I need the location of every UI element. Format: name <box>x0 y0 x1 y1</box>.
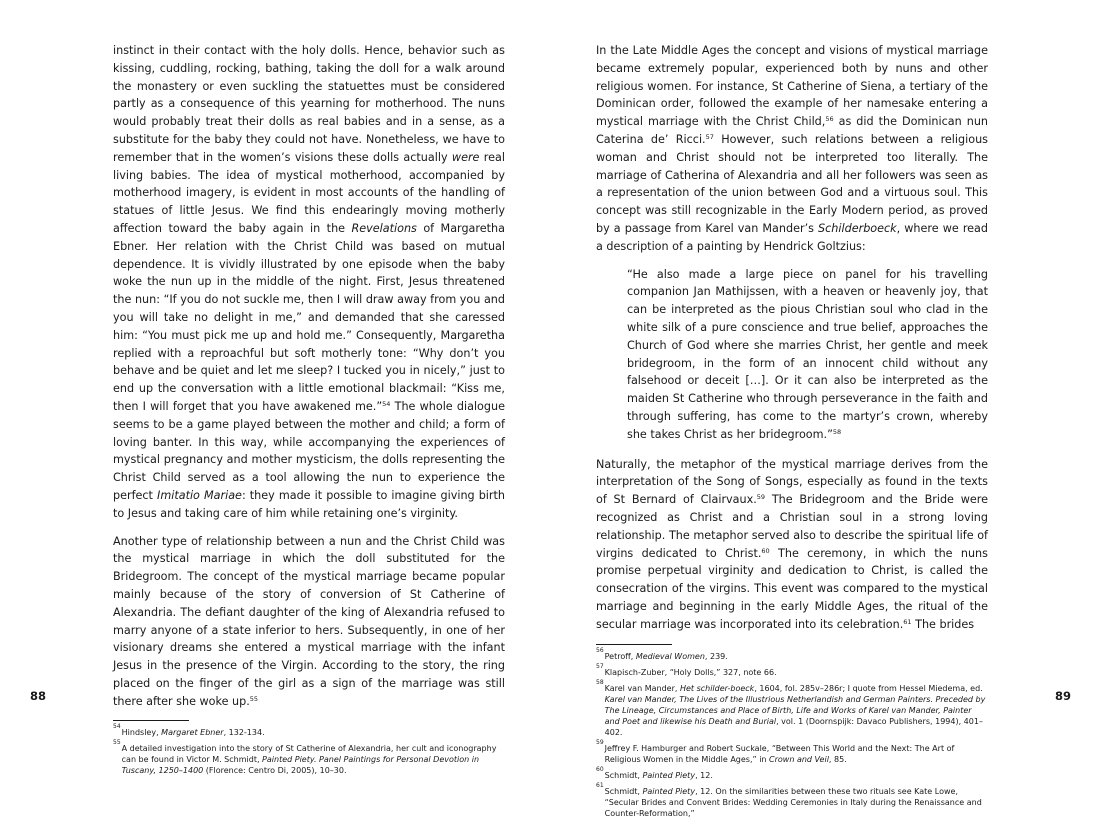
left-page-body <box>113 42 505 781</box>
footnote-60: 60 Schmidt, Painted Piety, 12. <box>596 765 713 780</box>
footnote-ref-57[interactable]: 57 <box>705 132 714 141</box>
block-quote: “He also made a large piece on panel for his travelling companion Jan Mathijssen, with a heaven or heavenly joy, that can be interpreted as the pious Christian soul who clad in the white silk of a pure conscience and true belief, approaches the Church of God where she marries Christ, her gentle and meek bridegroom, in the form of an innocent child without any falsehood or deceit […]. Or it can also be interpreted as the maiden St Catherine who through perseverance in the faith and through suffering, has come to the martyr’s crown, whereby she takes Christ as her bridegroom.”$^{58}$ <box>627 267 988 441</box>
right-page-body <box>596 42 988 824</box>
footnote-ref-59[interactable]: 59 <box>756 493 766 502</box>
footnote-54: 54 Hindsley, Margaret Ebner, 132-134. <box>113 723 265 738</box>
footnote-59: 59 Jeffrey F. Hamburger and Robert Suckale, “Between This World and the Next: The Art of Religious Women in the Middle Ages,” in Crown and Veil, 85. <box>596 738 955 764</box>
footnote-ref-58[interactable]: 58 <box>832 427 842 436</box>
page-number-right: 89 <box>1055 689 1072 703</box>
page-number-left: 88 <box>30 689 47 703</box>
footnote-61: 61 Schmidt, Painted Piety, 12. On the similarities between these two rituals see Kate Lowe, “Secular Brides and Convent Brides: Wedding Ceremonies in Italy during the Renaissance and Counter-Reformation,” <box>596 781 982 818</box>
footnote-ref-56[interactable]: 56 <box>825 115 834 124</box>
footnote-55: 55 A detailed investigation into the story of St Catherine of Alexandria, her cult and iconography can be found in Victor M. Schmidt, Painted Piety. Panel Paintings for Personal Devotion in Tuscany, 1250–1400 (Florence: Centro Di, 2005), 10–30. <box>113 739 497 776</box>
footnote-56: 56 Petroff, Medieval Women, 239. <box>596 646 728 661</box>
footnote-divider <box>596 644 672 645</box>
footnote-ref-61[interactable]: 61 <box>903 617 912 626</box>
footnote-ref-54[interactable]: 54 <box>382 399 391 408</box>
footnote-58: 58 Karel van Mander, Het schilder-boeck, 1604, fol. 285v–286r; I quote from Hessel Miedema, ed. Karel van Mander, The Lives of the Illustrious Netherlandish and German Painters. Preceded by The Lineage, Circumstances and Place of Birth, Life and Works of Karel van Mander, Painter and Poet and likewise his Death and Burial, vol. 1 (Doornspijk: Davaco Publishers, 1994), 401–402. <box>596 678 986 737</box>
right-paragraph-2: Naturally, the metaphor of the mystical marriage derives from the interpretation of the Song of Songs, especially as found in the texts of St Bernard of Clairvaux.$^{59}$ The Bridegroom and the Bride were recognized as Christ and a Christian soul in a strong loving relationship. The metaphor served also to describe the spiritual life of virgins dedicated to Christ.$^{60}$ The ceremony, in which the nuns promise perpetual virginity and dedication to Christ, is called the consecration of the virgins. This event was compared to the mystical marriage and beginning in the early Middle Ages, the ritual of the secular marriage was incorporated into its celebration.$^{61}$ The brides <box>596 457 988 631</box>
left-paragraph-2: Another type of relationship between a nun and the Christ Child was the mystical marriage in which the doll substituted for the Bridegroom. The concept of the mystical marriage became popular mainly because of the story of conversion of St Catherine of Alexandria. The defiant daughter of the king of Alexandria refused to marry anyone of a state inferior to hers. Subsequently, in one of her visionary dreams she entered a mystical marriage with the infant Jesus in the presence of the Virgin. According to the story, the ring placed on the finger of the girl as a sign of the marriage was still there after she woke up.$^{55}$ <box>113 534 505 708</box>
footnote-divider <box>113 720 189 721</box>
footnote-ref-55[interactable]: 55 <box>249 694 259 703</box>
left-paragraph-1: instinct in their contact with the holy dolls. Hence, behavior such as kissing, cuddling, rocking, bathing, taking the doll for a walk around the monastery or even suckling the statuettes must be considered partly as a consequence of this yearning for motherhood. The nuns would probably treat their dolls as real babies and in a sense, as a substitute for the baby they could not have. Nonetheless, we have to remember that in the women’s visions these dolls actually were real living babies. The idea of mystical motherhood, accompanied by motherhood imagery, is evident in most accounts of the handling of statues of little Jesus. We find this endearingly moving motherly affection toward the baby again in the Revelations of Margaretha Ebner. Her relation with the Christ Child was based on mutual dependence. It is vividly illustrated by one episode when the baby woke the nun up in the middle of the night. First, Jesus threatened the nun: “If you do not suckle me, then I will draw away from you and you will take no delight in me,” and demanded that she caressed him: “You must pick me up and hold me.” Consequently, Margaretha replied with a reproachful but soft motherly tone: “Why don’t you behave and be quiet and let me sleep? I tucked you in nicely,” just to end up the conversation with a little emotional blackmail: “Kiss me, then I will forget that you have awakened me.”$^{54}$ The whole dialogue seems to be a game played between the mother and child; a form of loving banter. In this way, while accompanying the experiences of mystical pregnancy and mother mysticism, the dolls representing the Christ Child served as a tool allowing the nun to experience the perfect Imitatio Mariae: they made it possible to imagine giving birth to Jesus and taking care of him while retaining one’s virginity. <box>113 44 505 520</box>
footnote-ref-60[interactable]: 60 <box>761 546 770 555</box>
right-paragraph-1: In the Late Middle Ages the concept and visions of mystical marriage became extremely popular, experienced both by nuns and other religious women. For instance, St Catherine of Siena, a tertiary of the Dominican order, followed the example of her namesake entering a mystical marriage with the Christ Child,$^{56}$ as did the Dominican nun Caterina de’ Ricci.$^{57}$ However, such relations between a religious woman and Christ should not be interpreted too literally. The marriage of Catherina of Alexandria and all her followers was seen as a representation of the union between God and a virtuous soul. This concept was still recognizable in the Early Modern period, as proved by a passage from Karel van Mander’s Schilderboeck, where we read a description of a painting by Hendrick Goltzius: <box>596 44 989 253</box>
footnote-57: 57 Klapisch-Zuber, “Holy Dolls,” 327, note 66. <box>596 662 777 677</box>
